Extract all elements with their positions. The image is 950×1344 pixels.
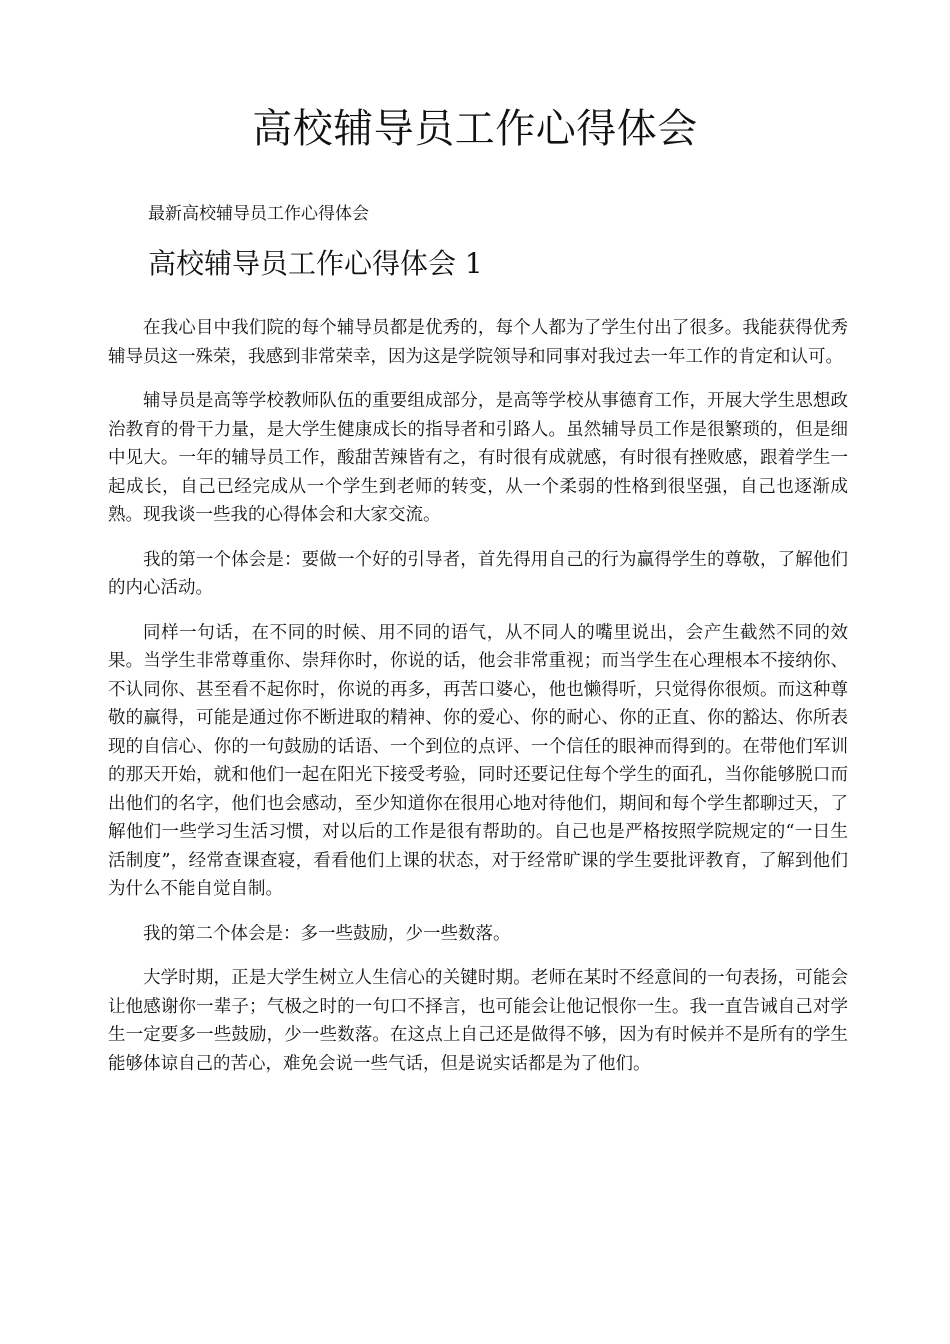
paragraph: 在我心目中我们院的每个辅导员都是优秀的，每个人都为了学生付出了很多。我能获得优秀辅导员这一殊荣，我感到非常荣幸，因为这是学院领导和同事对我过去一年工作的肯定和认可。	[108, 318, 848, 367]
paragraph: 辅导员是高等学校教师队伍的重要组成部分，是高等学校从事德育工作，开展大学生思想政治教育的骨干力量，是大学生健康成长的指导者和引路人。虽然辅导员工作是很繁琐的，但是细中见大。一年的辅导员工作，酸甜苦辣皆有之，有时很有成就感，有时很有挫败感，跟着学生一起成长，自己已经完成从一个学生到老师的转变，从一个柔弱的性格到很坚强，自己也逐渐成熟。现我谈一些我的心得体会和大家交流。	[108, 391, 848, 525]
paragraph: 大学时期，正是大学生树立人生信心的关键时期。老师在某时不经意间的一句表扬，可能会让他感谢你一辈子；气极之时的一句口不择言，也可能会让他记恨你一生。我一直告诫自己对学生一定要多一些鼓励，少一些数落。在这点上自己还是做得不够，因为有时候并不是所有的学生能够体谅自己的苦心，难免会说一些气话，但是说实话都是为了他们。	[108, 968, 848, 1074]
document-body	[108, 314, 848, 1094]
document-subtitle: 最新高校辅导员工作心得体会	[148, 204, 369, 224]
paragraph: 同样一句话，在不同的时候、用不同的语气，从不同人的嘴里说出，会产生截然不同的效果。当学生非常尊重你、崇拜你时，你说的话，他会非常重视；而当学生在心理根本不接纳你、不认同你、甚至看不起你时，你说的再多，再苦口婆心，他也懒得听，只觉得你很烦。而这种尊敬的赢得，可能是通过你不断进取的精神、你的爱心、你的耐心、你的正直、你的豁达、你所表现的自信心、你的一句鼓励的话语、一个到位的点评、一个信任的眼神而得到的。在带他们军训的那天开始，就和他们一起在阳光下接受考验，同时还要记住每个学生的面孔，当你能够脱口而出他们的名字，他们也会感动，至少知道你在很用心地对待他们，期间和每个学生都聊过天，了解他们一些学习生活习惯，对以后的工作是很有帮助的。自己也是严格按照学院规定的“一日生活制度”，经常查课查寝，看看他们上课的状态，对于经常旷课的学生要批评教育，了解到他们为什么不能自觉自制。	[108, 622, 848, 899]
paragraph: 我的第一个体会是：要做一个好的引导者，首先得用自己的行为赢得学生的尊敬，了解他们的内心活动。	[108, 549, 848, 598]
section-heading: 高校辅导员工作心得体会 1	[148, 247, 483, 280]
document-title: 高校辅导员工作心得体会	[252, 106, 698, 152]
paragraph: 我的第二个体会是：多一些鼓励，少一些数落。	[143, 923, 511, 944]
